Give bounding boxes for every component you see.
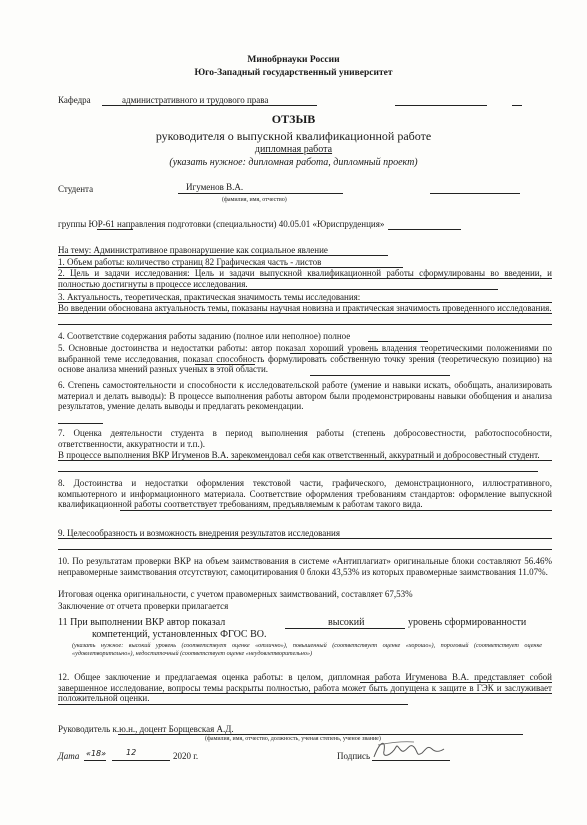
item-9-implementation: 9. Целесообразность и возможность внедрения результатов исследования bbox=[58, 528, 340, 538]
student-hint: (фамилия, имя, отчество) bbox=[222, 197, 287, 203]
date-year: 2020 г. bbox=[173, 751, 199, 761]
item-11-level-suffix: уровень сформированности bbox=[408, 617, 527, 628]
item-3-relevance-label: 3. Актуальность, теоретическая, практическая значимость темы исследования: bbox=[58, 292, 361, 302]
item-12-underline-a bbox=[360, 682, 552, 683]
doc-subtitle: руководителя о выпускной квалификационной работе bbox=[155, 129, 432, 143]
date-day-line bbox=[84, 760, 106, 761]
item-11-level: высокий bbox=[328, 617, 365, 628]
item-5-underline-b bbox=[195, 364, 255, 365]
supervisor-hint: (фамилия, имя, отчество, должность, ученая степень, ученое звание) bbox=[205, 736, 381, 742]
handwritten-signature bbox=[370, 737, 450, 763]
signature-label: Подпись bbox=[337, 751, 371, 761]
item-7-evaluation: 7. Оценка деятельности студента в период выполнения работы (степень добросовестности, работоспособности, ответственности, аккуратности и т.п.). bbox=[58, 428, 552, 449]
item-7-underline-a bbox=[58, 460, 552, 461]
ministry-name: Минобрнауки России bbox=[247, 55, 340, 65]
item-10-attachment: Заключение от отчета проверки прилагается bbox=[58, 601, 229, 611]
item-3-underline-c bbox=[58, 324, 552, 325]
item-9-underline-a bbox=[58, 538, 552, 539]
supervisor-underline bbox=[118, 734, 523, 735]
student-line bbox=[178, 193, 343, 194]
item-4-underline bbox=[368, 341, 428, 342]
item-4-compliance: 4. Соответствие содержания работы заданию (полное или неполное) полное bbox=[58, 331, 351, 341]
doc-title: ОТЗЫВ bbox=[271, 112, 316, 126]
item-2-underline-b bbox=[58, 289, 498, 290]
item-11-level-underline bbox=[285, 628, 405, 629]
item-5-underline-c bbox=[310, 375, 450, 376]
item-11-hint: (указать нужное: высокий уровень (соответствует оценке «отлично»), повышенный (соответствует оценке «хорошо»), пороговый (соответствует оценке «удовлетворительно»), недостаточный (соответствует оценке «неудовлетворительно») bbox=[72, 642, 542, 657]
item-8-formatting: 8. Достоинства и недостатки оформления текстовой части, графического, демонстрационного, иллюстративного, компьютерного и информационного материала. Соответствие оформления требованиям стандартов: оформление выпускной квалификационной работы соответствует требованиям, предъявляемым к работам такого вида. bbox=[58, 478, 552, 510]
item-6-independence: 6. Степень самостоятельности и способности к исследовательской работе (умение и навыки искать, обобщать, анализировать материал и делать выводы): В процессе выполнения работы автором были продемонстрированы навыки обобщения и анализа результатов, умение делать выводы и предлагать рекомендации. bbox=[58, 380, 552, 412]
student-name: Игуменов В.А. bbox=[186, 182, 244, 192]
item-8-underline bbox=[120, 510, 552, 511]
supervisor-line: Руководитель к.ю.н., доцент Борщевская А.Д. bbox=[58, 724, 234, 734]
date-label: Дата bbox=[58, 751, 80, 761]
work-type-hint: (указать нужное: дипломная работа, дипломный проект) bbox=[169, 157, 418, 168]
item-10-antiplagiat: 10. По результатам проверки ВКР на объем заимствования в системе «Антиплагиат» оригинальные блоки составляют 56.46% неправомерные заимствования отсутствуют, самоцитирования 0 блоки 43,53% из которых правомерные заимствования 11.07%. bbox=[58, 556, 552, 577]
department-line bbox=[102, 105, 317, 106]
item-12-conclusion: 12. Общее заключение и предлагаемая оценка работы: в целом, дипломная работа Игуменова В.А. представляет собой завершенное исследование, вопросы темы раскрыты полностью, работа может быть допущена к защите в ГЭК и заслуживает положительной оценки. bbox=[58, 672, 552, 704]
item-12-underline-c bbox=[58, 704, 408, 705]
university-name: Юго-Западный государственный университет bbox=[194, 68, 393, 78]
date-month: 12 bbox=[126, 748, 137, 757]
work-type: дипломная работа bbox=[254, 144, 333, 155]
date-day: «18» bbox=[86, 749, 107, 758]
department-label: Кафедра bbox=[58, 95, 91, 105]
item-5-merits: 5. Основные достоинства и недостатки работы: автор показал хороший уровень владения теоретическими положениями по выбранной теме исследования, показал способность формулировать собственную точку зрения (теоретическую позицию) на основе анализа мнений разных ученых в этой области. bbox=[58, 343, 552, 375]
item-11-competence: 11 При выполнении ВКР автор показал bbox=[58, 617, 226, 628]
department-line-2 bbox=[395, 105, 487, 106]
student-line-2 bbox=[430, 193, 520, 194]
item-5-underline-a bbox=[290, 353, 552, 354]
department-value: административного и трудового права bbox=[122, 95, 269, 105]
topic-underline bbox=[58, 255, 388, 256]
item-11-fgos: компетенций, установленных ФГОС ВО. bbox=[92, 629, 267, 640]
item-3-relevance-text: Во введении обоснована актуальность темы, показаны научная новизна и практическая значимость проведенного исследования. bbox=[58, 303, 552, 313]
item-7-text: В процессе выполнения ВКР Игуменов В.А. зарекомендовал себя как ответственный, аккуратный и добросовестный студент. bbox=[58, 450, 540, 460]
group-line: группы ЮР-61 направления подготовки (специальности) 40.05.01 «Юриспруденция» bbox=[58, 219, 385, 229]
item-9-underline-b bbox=[58, 549, 552, 550]
item-12-underline-b bbox=[58, 693, 552, 694]
item-3-underline-b bbox=[58, 313, 552, 314]
item-2-underline-a bbox=[58, 278, 552, 279]
item-1-volume: 1. Объем работы: количество страниц 82 Графическая часть - листов bbox=[58, 257, 322, 267]
group-underline bbox=[97, 229, 133, 230]
department-line-3 bbox=[512, 105, 522, 106]
item-7-underline-b bbox=[58, 471, 538, 472]
item-2-goals: 2. Цель и задачи исследования: Цель и задачи выпускной квалификационной работы сформулированы во введении, и полностью достигнуты в процессе исследования. bbox=[58, 268, 552, 289]
student-label: Студента bbox=[58, 184, 94, 194]
item-10-originality: Итоговая оценка оригинальности, с учетом правомерных заимствований, составляет 67,53% bbox=[58, 589, 413, 599]
item-6-underline bbox=[58, 423, 103, 424]
specialty-underline bbox=[388, 229, 461, 230]
topic: На тему: Административное правонарушение как социальное явление bbox=[58, 245, 328, 255]
date-month-line bbox=[112, 760, 170, 761]
